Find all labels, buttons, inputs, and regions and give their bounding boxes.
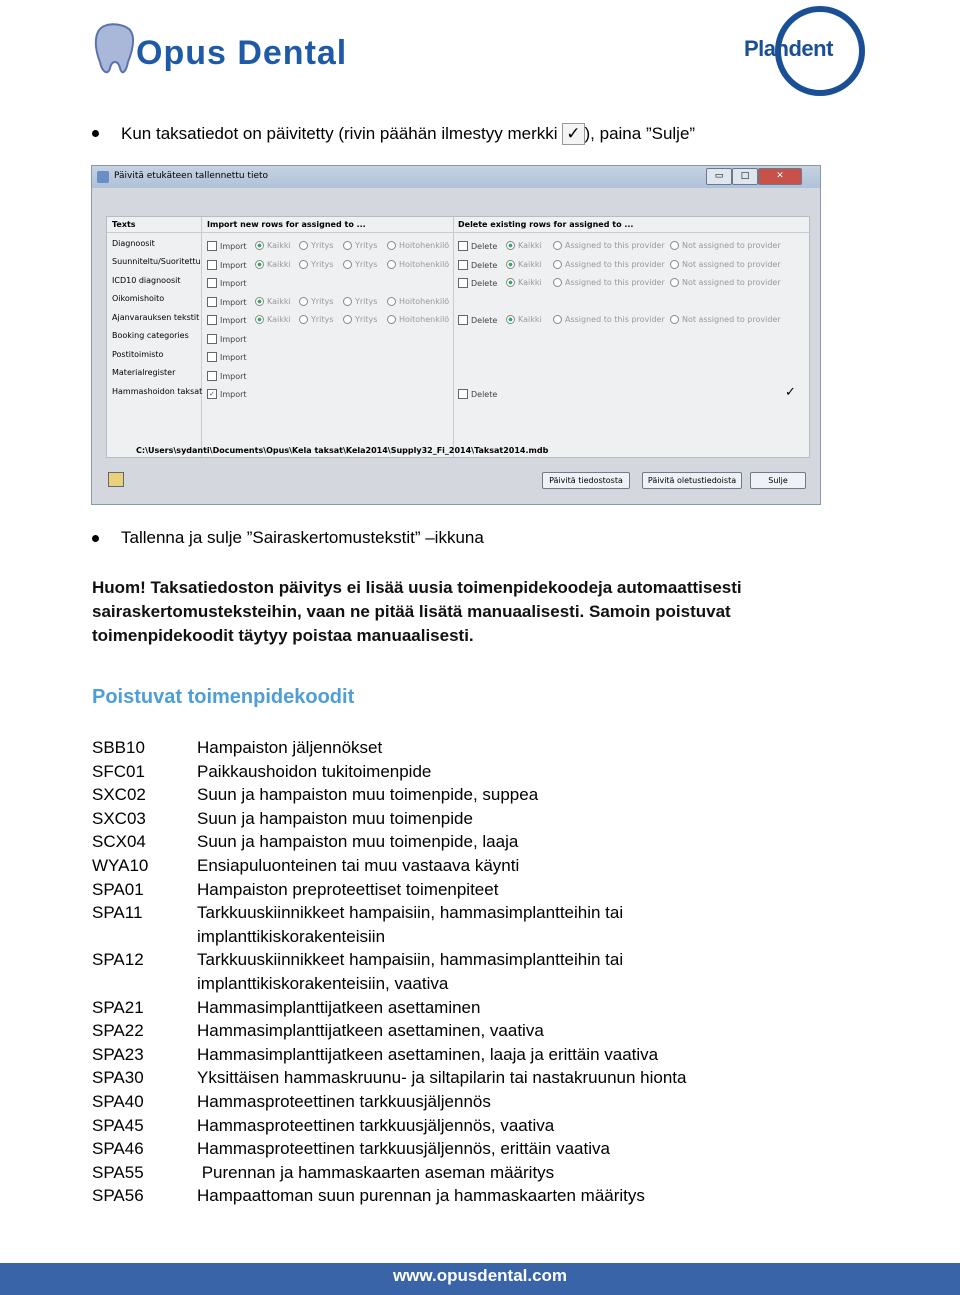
code: SCX04 bbox=[92, 832, 146, 852]
row-label: Materialregister bbox=[112, 368, 176, 377]
code: SXC02 bbox=[92, 785, 146, 805]
delete-checkbox[interactable]: Delete bbox=[458, 241, 497, 251]
description: Hammasimplanttijatkeen asettaminen, vaativa bbox=[197, 1021, 544, 1041]
import-checkbox[interactable]: Import bbox=[207, 315, 247, 325]
description: Suun ja hampaiston muu toimenpide bbox=[197, 808, 473, 828]
row-label: Ajanvarauksen tekstit bbox=[112, 313, 200, 322]
folder-icon[interactable] bbox=[108, 472, 124, 487]
note-paragraph: Huom! Taksatiedoston päivitys ei lisää uusia toimenpidekoodeja automaattisesti sairaskertomusteksteihin, vaan ne pitää lisätä manuaalisesti. Samoin poistuvat toimenpidekoodit täytyy poistaa manuaalisesti. bbox=[92, 578, 742, 645]
radio-yritys-2[interactable]: Yritys bbox=[343, 241, 377, 250]
delete-checkbox[interactable]: Delete bbox=[458, 260, 497, 270]
list-item bbox=[92, 996, 812, 1020]
list-item bbox=[92, 1019, 812, 1043]
list-item bbox=[92, 878, 812, 902]
minimize-button[interactable]: ▭ bbox=[706, 168, 732, 185]
radio-not-assigned[interactable]: Not assigned to provider bbox=[670, 278, 781, 287]
import-checkbox[interactable]: Import bbox=[207, 241, 247, 251]
col-texts-header: Texts bbox=[112, 220, 136, 229]
close-window-button[interactable]: ✕ bbox=[758, 168, 802, 185]
radio-hoitohenkilo[interactable]: Hoitohenkilö bbox=[387, 260, 449, 269]
row-label: Oikomishoito bbox=[112, 294, 165, 303]
col-divider-2 bbox=[453, 217, 454, 457]
import-checkbox[interactable]: Import bbox=[207, 371, 247, 381]
radio-kaikki[interactable]: Kaikki bbox=[255, 241, 291, 250]
code: SPA22 bbox=[92, 1021, 144, 1041]
description: Hammasimplanttijatkeen asettaminen bbox=[197, 997, 481, 1017]
list-item bbox=[92, 1090, 812, 1114]
footer-url[interactable]: www.opusdental.com bbox=[392, 1266, 568, 1285]
col-divider-1 bbox=[201, 217, 202, 457]
description: Hammasproteettinen tarkkuusjäljennös bbox=[197, 1091, 491, 1111]
radio-kaikki[interactable]: Kaikki bbox=[255, 315, 291, 324]
description: Hammasproteettinen tarkkuusjäljennös, erittäin vaativa bbox=[197, 1139, 610, 1159]
bullet-dot bbox=[92, 130, 99, 137]
radio-hoitohenkilo[interactable]: Hoitohenkilö bbox=[387, 297, 449, 306]
instruction-2: Tallenna ja sulje ”Sairaskertomustekstit” –ikkuna bbox=[121, 528, 484, 547]
radio-del-kaikki[interactable]: Kaikki bbox=[506, 241, 542, 250]
app-icon bbox=[97, 171, 109, 183]
radio-not-assigned[interactable]: Not assigned to provider bbox=[670, 315, 781, 324]
list-item bbox=[92, 948, 812, 995]
list-item bbox=[92, 901, 812, 948]
radio-kaikki[interactable]: Kaikki bbox=[255, 297, 291, 306]
code: SPA56 bbox=[92, 1186, 144, 1206]
radio-hoitohenkilo[interactable]: Hoitohenkilö bbox=[387, 315, 449, 324]
code: SPA12 bbox=[92, 950, 144, 970]
list-item bbox=[92, 1137, 812, 1161]
code: SFC01 bbox=[92, 761, 145, 781]
opus-dental-logo: Opus Dental bbox=[136, 34, 348, 72]
radio-assigned[interactable]: Assigned to this provider bbox=[553, 278, 665, 287]
description: Hampaiston preproteettiset toimenpiteet bbox=[197, 879, 499, 899]
list-item bbox=[92, 1184, 812, 1208]
list-item bbox=[92, 807, 812, 831]
delete-checkbox[interactable]: Delete bbox=[458, 278, 497, 288]
import-checkbox-checked[interactable]: ✓ Import bbox=[207, 389, 247, 399]
update-dialog-window bbox=[91, 165, 821, 505]
removed-codes-list bbox=[92, 736, 812, 1208]
description: Suun ja hampaiston muu toimenpide, laaja bbox=[197, 832, 519, 852]
import-checkbox[interactable]: Import bbox=[207, 334, 247, 344]
database-path: C:\Users\sydanti\Documents\Opus\Kela taksat\Kela2014\Supply32_Fi_2014\Taksat2014.mdb bbox=[136, 446, 549, 455]
description: Hampaiston jäljennökset bbox=[197, 738, 383, 757]
description: Yksittäisen hammaskruunu- ja siltapilarin tai nastakruunun hionta bbox=[197, 1068, 687, 1088]
radio-yritys[interactable]: Yritys bbox=[299, 260, 333, 269]
checkmark-icon: ✓ bbox=[562, 123, 584, 145]
list-item bbox=[92, 783, 812, 807]
radio-del-kaikki[interactable]: Kaikki bbox=[506, 260, 542, 269]
row-label: Hammashoidon taksat bbox=[112, 387, 203, 396]
code: SPA21 bbox=[92, 997, 144, 1017]
done-checkmark-icon: ✓ bbox=[785, 385, 796, 400]
header-divider bbox=[107, 232, 809, 233]
list-item bbox=[92, 1066, 812, 1090]
radio-assigned[interactable]: Assigned to this provider bbox=[553, 241, 665, 250]
delete-checkbox[interactable]: Delete bbox=[458, 315, 497, 325]
description: Purennan ja hammaskaarten aseman määritys bbox=[197, 1162, 555, 1182]
delete-checkbox[interactable]: Delete bbox=[458, 389, 497, 399]
code: SPA01 bbox=[92, 879, 144, 899]
import-checkbox[interactable]: Import bbox=[207, 297, 247, 307]
list-item bbox=[92, 736, 812, 760]
description: Hampaattoman suun purennan ja hammaskaarten määritys bbox=[197, 1186, 645, 1206]
list-item bbox=[92, 1161, 812, 1185]
list-item bbox=[92, 1043, 812, 1067]
radio-yritys[interactable]: Yritys bbox=[299, 241, 333, 250]
radio-not-assigned[interactable]: Not assigned to provider bbox=[670, 260, 781, 269]
description: Ensiapuluonteinen tai muu vastaava käynti bbox=[197, 855, 520, 875]
col-delete-header: Delete existing rows for assigned to ... bbox=[458, 220, 634, 229]
row-label: Booking categories bbox=[112, 331, 189, 340]
list-item bbox=[92, 1114, 812, 1138]
tooth-logo-icon bbox=[92, 22, 136, 78]
code: SPA55 bbox=[92, 1162, 144, 1182]
code: SPA11 bbox=[92, 903, 143, 923]
code: SPA23 bbox=[92, 1044, 144, 1064]
row-label: Diagnoosit bbox=[112, 239, 155, 248]
list-item bbox=[92, 854, 812, 878]
import-checkbox[interactable]: Import bbox=[207, 352, 247, 362]
options-panel bbox=[106, 216, 810, 458]
description: Suun ja hampaiston muu toimenpide, suppea bbox=[197, 785, 539, 805]
list-item bbox=[92, 830, 812, 854]
radio-yritys-2[interactable]: Yritys bbox=[343, 297, 377, 306]
bullet-dot bbox=[92, 535, 99, 542]
description: Tarkkuuskiinnikkeet hampaisiin, hammasimplantteihin tai implanttikiskorakenteisiin bbox=[197, 903, 624, 946]
radio-yritys-2[interactable]: Yritys bbox=[343, 315, 377, 324]
description: Hammasimplanttijatkeen asettaminen, laaja ja erittäin vaativa bbox=[197, 1044, 659, 1064]
update-from-file-button[interactable]: Päivitä tiedostosta bbox=[542, 472, 630, 489]
radio-del-kaikki[interactable]: Kaikki bbox=[506, 315, 542, 324]
col-import-header: Import new rows for assigned to ... bbox=[207, 220, 366, 229]
import-checkbox[interactable]: Import bbox=[207, 278, 247, 288]
row-label: Suunniteltu/Suoritettu bbox=[112, 257, 201, 266]
code: SPA30 bbox=[92, 1068, 144, 1088]
maximize-button[interactable]: □ bbox=[732, 168, 758, 185]
section-title: Poistuvat toimenpidekoodit bbox=[92, 686, 355, 708]
description: Tarkkuuskiinnikkeet hampaisiin, hammasimplantteihin tai implanttikiskorakenteisiin, vaativa bbox=[197, 950, 624, 993]
dialog-title: Päivitä etukäteen tallennettu tieto bbox=[114, 171, 269, 181]
radio-yritys[interactable]: Yritys bbox=[299, 315, 333, 324]
code: SPA45 bbox=[92, 1115, 144, 1135]
code: SPA46 bbox=[92, 1139, 144, 1159]
code: SBB10 bbox=[92, 738, 145, 757]
description: Paikkaushoidon tukitoimenpide bbox=[197, 761, 432, 781]
plandent-logo: Plandent bbox=[744, 36, 833, 61]
import-checkbox[interactable]: Import bbox=[207, 260, 247, 270]
update-from-defaults-button[interactable]: Päivitä oletustiedoista bbox=[642, 472, 742, 489]
row-label: Postitoimisto bbox=[112, 350, 164, 359]
radio-not-assigned[interactable]: Not assigned to provider bbox=[670, 241, 781, 250]
radio-hoitohenkilo[interactable]: Hoitohenkilö bbox=[387, 241, 449, 250]
radio-yritys-2[interactable]: Yritys bbox=[343, 260, 377, 269]
instruction-1: Kun taksatiedot on päivitetty (rivin päähän ilmestyy merkki ✓ ), paina ”Sulje” bbox=[121, 124, 696, 143]
radio-yritys[interactable]: Yritys bbox=[299, 297, 333, 306]
description: Hammasproteettinen tarkkuusjäljennös, vaativa bbox=[197, 1115, 555, 1135]
code: WYA10 bbox=[92, 855, 149, 875]
list-item bbox=[92, 760, 812, 784]
radio-assigned[interactable]: Assigned to this provider bbox=[553, 315, 665, 324]
code: SXC03 bbox=[92, 808, 146, 828]
radio-assigned[interactable]: Assigned to this provider bbox=[553, 260, 665, 269]
radio-del-kaikki[interactable]: Kaikki bbox=[506, 278, 542, 287]
radio-kaikki[interactable]: Kaikki bbox=[255, 260, 291, 269]
close-button[interactable]: Sulje bbox=[750, 472, 806, 489]
code: SPA40 bbox=[92, 1091, 144, 1111]
row-label: ICD10 diagnoosit bbox=[112, 276, 181, 285]
